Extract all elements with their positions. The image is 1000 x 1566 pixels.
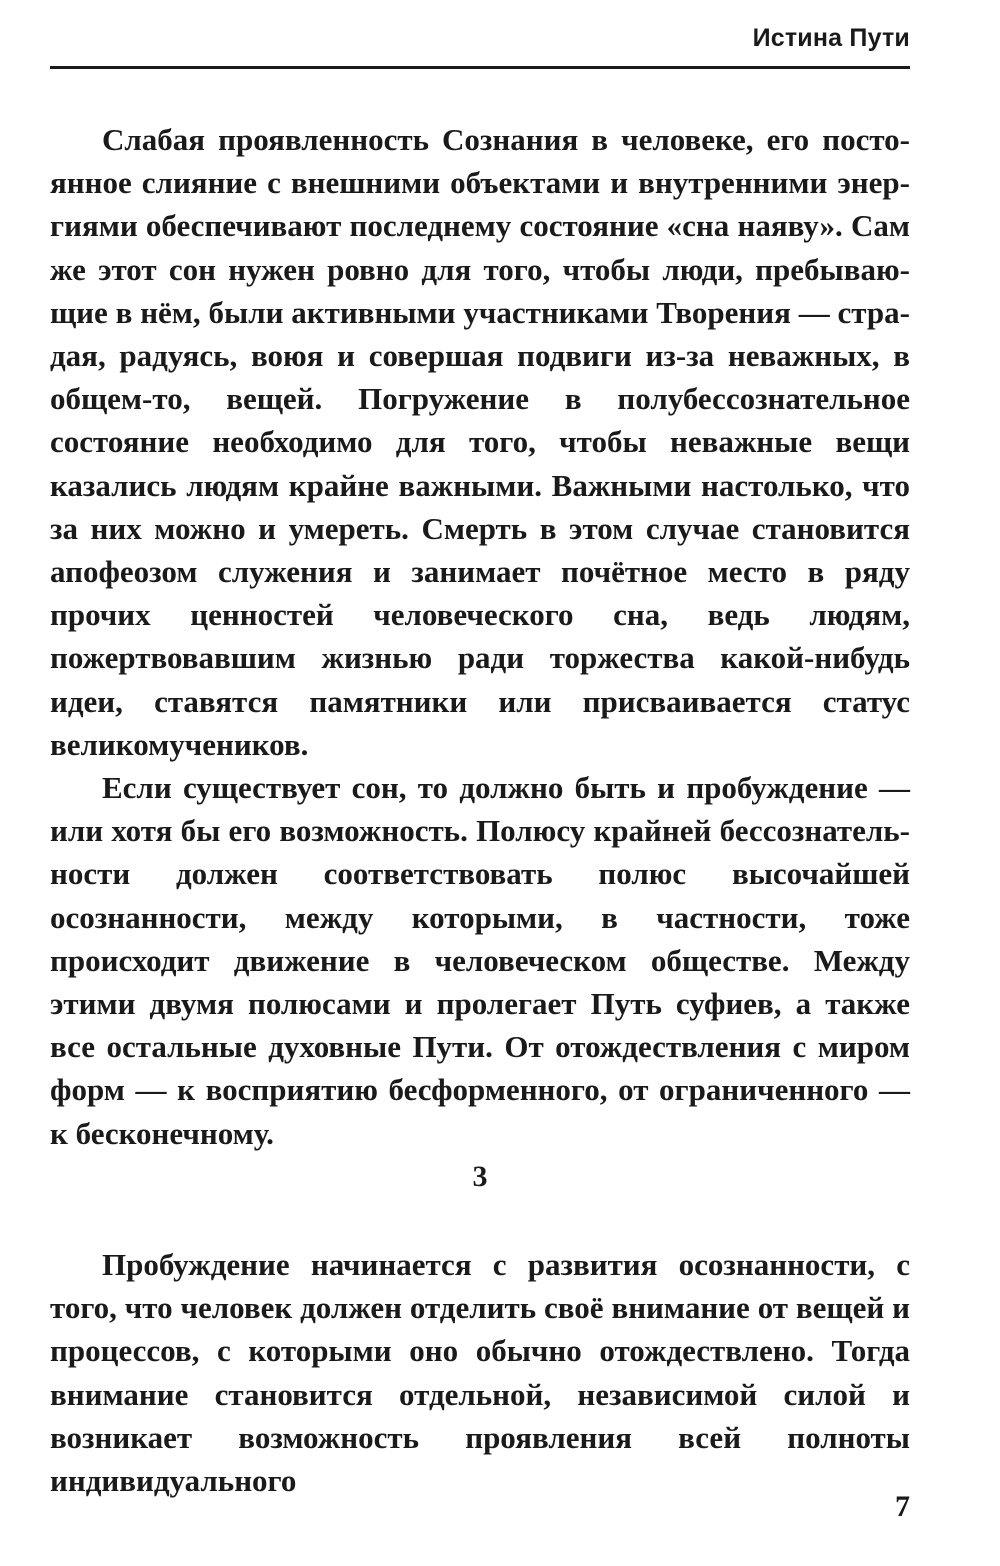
paragraph-2: Если существует сон, то должно быть и пробуждение — или хотя бы его возможность. Полюсу крайней бессознательности должен соответствовать полюс высочайшей осознанности, между которыми, в частности, тоже происходит движение в человеческом обществе. Между этими двумя полюсами и пролегает Путь суфиев, а также все остальные духовные Пути. От отождествления с миром форм — к восприятию бесформенного, от ограниченного — к бесконечному. (50, 770, 910, 1151)
section-text (50, 1243, 910, 1502)
paragraph-1: Слабая проявленность Сознания в человеке, его постоянное слияние с внешними объектами и внутренними энергиями обеспечивают последнему состояние «сна наяву». Сам же этот сон нужен ровно для того, чтобы люди, пребывающие в нём, были активными участниками Творения — страдая, радуясь, воюя и совершая подвиги из-за неважных, в общем-то, вещей. Погружение в полубессознательное состояние необходимо для того, чтобы неважные вещи казались людям крайне важными. Важными настолько, что за них можно и умереть. Смерть в этом случае становится апофеозом служения и занимает почётное место в ряду прочих ценностей человеческого сна, ведь людям, пожертвовавшим жизнью ради торжества какой-нибудь идеи, ставятся памятники или присваивается статус великомучеников. (50, 122, 910, 762)
page-number: 7 (895, 1490, 910, 1523)
paragraph-3: Пробуждение начинается с развития осознанности, с того, что человек должен отделить своё внимание от вещей и процессов, с которыми оно обычно отождествлено. Тогда внимание становится отдельной, независимой силой и возникает возможность проявления всей полноты индивидуального (50, 1247, 910, 1499)
section-number: 3 (472, 1160, 488, 1193)
header-rule (50, 66, 910, 69)
main-text (50, 118, 910, 1155)
running-header-title: Истина Пути (752, 24, 910, 52)
